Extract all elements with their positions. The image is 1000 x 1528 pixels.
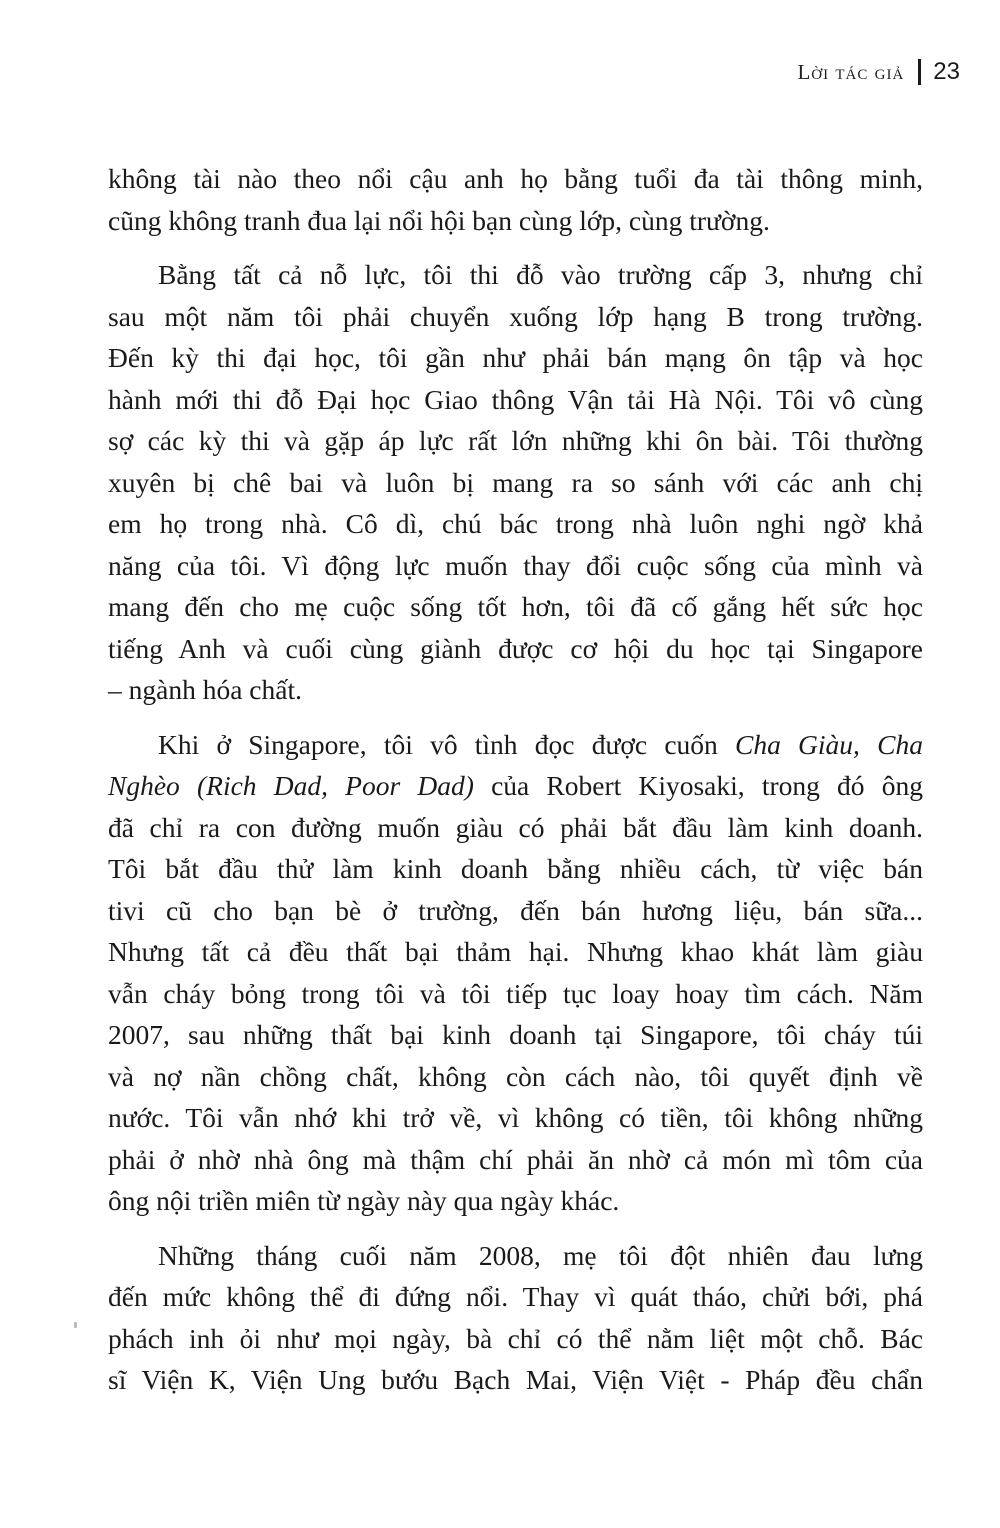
header-divider (918, 59, 921, 85)
text-line: phách inh ỏi như mọi ngày, bà chỉ có thể nằm liệt một chỗ. Bác (108, 1322, 923, 1354)
text-line: mang đến cho mẹ cuộc sống tốt hơn, tôi đã cố gắng hết sức học (108, 591, 923, 622)
text-line: năng của tôi. Vì động lực muốn thay đổi cuộc sống của mình và (108, 549, 923, 581)
text-line: phải ở nhờ nhà ông mà thậm chí phải ăn nhờ cả món mì tôm của (108, 1143, 923, 1175)
text-line: nước. Tôi vẫn nhớ khi trở về, vì không có tiền, tôi không những (108, 1102, 923, 1133)
text-line: em họ trong nhà. Cô dì, chú bác trong nhà luôn nghi ngờ khả (108, 508, 923, 539)
text-line: – ngành hóa chất. (108, 674, 302, 705)
paragraph (108, 1235, 923, 1401)
text-line: cũng không tranh đua lại nổi hội bạn cùng lớp, cùng trường. (108, 204, 770, 236)
text-line: đã chỉ ra con đường muốn giàu có phải bắt đầu làm kinh doanh. (108, 811, 923, 843)
text-line: Nhưng tất cả đều thất bại thảm hại. Nhưng khao khát làm giàu (108, 936, 923, 967)
text-line: Khi ở Singapore, tôi vô tình đọc được cuốn Cha Giàu, Cha (158, 728, 923, 760)
running-head (797, 58, 960, 86)
text-line: xuyên bị chê bai và luôn bị mang ra so sánh với các anh chị (108, 466, 923, 498)
text-line: Bằng tất cả nỗ lực, tôi thi đỗ vào trường cấp 3, nhưng chỉ (158, 259, 923, 290)
paragraph (108, 254, 923, 711)
text-line: sĩ Viện K, Viện Ung bướu Bạch Mai, Viện Việt - Pháp đều chẩn (108, 1364, 923, 1395)
book-title: Cha Giàu, Cha (735, 728, 923, 760)
paragraph (108, 724, 923, 1222)
text-line: Đến kỳ thi đại học, tôi gần như phải bán mạng ôn tập và học (108, 342, 923, 373)
text-line: đến mức không thể đi đứng nổi. Thay vì quát tháo, chửi bới, phá (108, 1281, 923, 1312)
text-line: sợ các kỳ thi và gặp áp lực rất lớn những khi ôn bài. Tôi thường (108, 425, 923, 456)
book-title: Nghèo (Rich Dad, Poor Dad) (108, 770, 474, 801)
text-line: tivi cũ cho bạn bè ở trường, đến bán hương liệu, bán sữa... (108, 894, 923, 926)
body-text (108, 158, 923, 1414)
paragraph (108, 158, 923, 241)
text-line: Tôi bắt đầu thử làm kinh doanh bằng nhiều cách, từ việc bán (108, 853, 923, 884)
text-line: hành mới thi đỗ Đại học Giao thông Vận tải Hà Nội. Tôi vô cùng (108, 383, 923, 415)
text-line: ông nội triền miên từ ngày này qua ngày khác. (108, 1185, 620, 1216)
text-line: không tài nào theo nổi cậu anh họ bằng tuổi đa tài thông minh, (108, 163, 923, 194)
text-line: và nợ nần chồng chất, không còn cách nào, tôi quyết định về (108, 1060, 923, 1092)
section-title: Lời tác giả (797, 59, 905, 84)
text-line: Nghèo (Rich Dad, Poor Dad) của Robert Kiyosaki, trong đó ông (108, 770, 923, 801)
scan-speck (74, 1322, 77, 1328)
text-line: vẫn cháy bỏng trong tôi và tôi tiếp tục loay hoay tìm cách. Năm (108, 977, 923, 1009)
text-line: 2007, sau những thất bại kinh doanh tại Singapore, tôi cháy túi (108, 1019, 923, 1050)
text-line: Những tháng cuối năm 2008, mẹ tôi đột nhiên đau lưng (158, 1239, 923, 1271)
text-line: sau một năm tôi phải chuyển xuống lớp hạng B trong trường. (108, 300, 923, 332)
page-number: 23 (933, 58, 960, 85)
text-line: tiếng Anh và cuối cùng giành được cơ hội du học tại Singapore (108, 632, 923, 664)
